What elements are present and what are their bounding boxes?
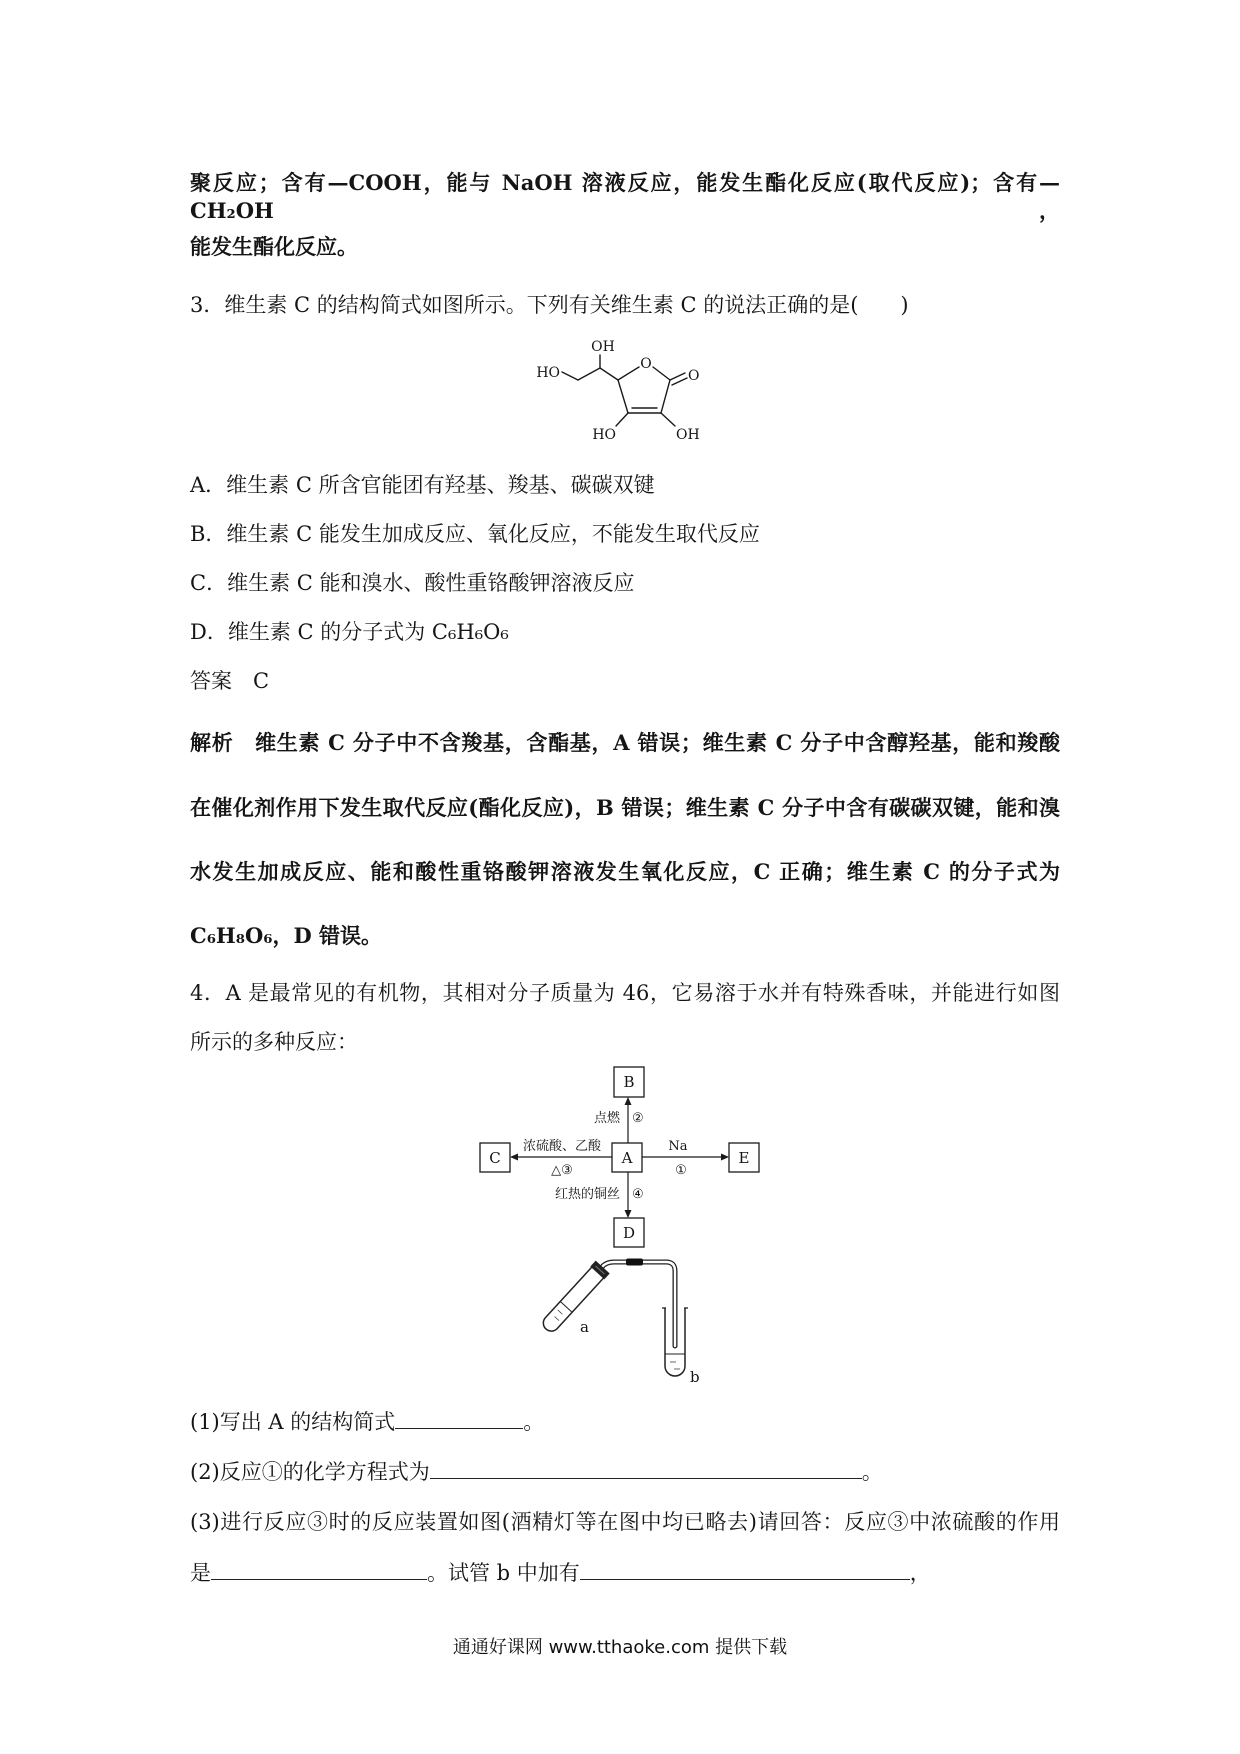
lower-left-hydroxyl-label: HO xyxy=(592,427,616,443)
sub-question-2-text: (2)反应①的化学方程式为 xyxy=(190,1460,430,1484)
continuation-line-2: 能发生酯化反应。 xyxy=(190,234,358,259)
number-a-to-d: ④ xyxy=(632,1187,644,1202)
analysis-line-2: 在催化剂作用下发生取代反应(酯化反应)，B 错误；维生素 C 分子中含有碳碳双键，能和溴 xyxy=(190,795,1060,820)
continuation-line-1: 聚反应；含有—COOH，能与 NaOH 溶液反应，能发生酯化反应(取代反应)；含有—CH₂OH， xyxy=(190,170,1060,223)
sub-question-1-text: (1)写出 A 的结构简式 xyxy=(190,1410,396,1434)
delivery-tube-inner xyxy=(602,1262,675,1346)
test-tube-a-body xyxy=(540,1266,604,1334)
bond xyxy=(670,373,685,380)
bond xyxy=(661,413,675,426)
box-c-label: C xyxy=(489,1149,501,1167)
tube-a-label: a xyxy=(580,1318,589,1336)
arrowhead-d xyxy=(625,1210,632,1218)
analysis-line-3: 水发生加成反应、能和酸性重铬酸钾溶液发生氧化反应，C 正确；维生素 C 的分子式为 xyxy=(190,859,1060,884)
condition-a-to-d: 红热的铜丝 xyxy=(554,1187,620,1202)
vitamin-c-structure xyxy=(520,330,720,450)
bond xyxy=(618,367,639,380)
delivery-tube-outline xyxy=(602,1262,675,1346)
chain-hydroxyl-label: HO xyxy=(536,365,560,381)
top-hydroxyl-label: OH xyxy=(591,339,615,355)
carbonyl-oxygen-label: O xyxy=(688,368,700,384)
option-a: A．维生素 C 所含官能团有羟基、羧基、碳碳双键 xyxy=(190,473,655,497)
answer-blank xyxy=(580,1561,910,1580)
arrowhead-c xyxy=(510,1154,518,1161)
sub-question-3-part-1: 是 xyxy=(190,1561,211,1585)
number-a-to-e: ① xyxy=(675,1163,687,1178)
reaction-diagram xyxy=(470,1060,770,1255)
condition-a-to-b: 点燃 xyxy=(593,1111,620,1126)
tube-b-label: b xyxy=(690,1368,700,1386)
option-b: B．维生素 C 能发生加成反应、氧化反应，不能发生取代反应 xyxy=(190,522,760,546)
bond xyxy=(618,380,628,413)
sub-question-3-line-2 xyxy=(190,1559,1060,1587)
answer-blank xyxy=(430,1460,862,1479)
esterification-apparatus xyxy=(530,1252,705,1387)
answer-blank xyxy=(211,1561,427,1580)
analysis-line-4: C₆H₈O₆，D 错误。 xyxy=(190,923,382,948)
number-a-to-c: △③ xyxy=(551,1163,573,1178)
arrowhead-e xyxy=(721,1154,729,1161)
sub-question-3-line-1: (3)进行反应③时的反应装置如图(酒精灯等在图中均已略去)请回答：反应③中浓硫酸的作用 xyxy=(190,1510,1060,1534)
bond xyxy=(600,368,618,380)
bond xyxy=(562,372,578,380)
sub-question-2-end: 。 xyxy=(861,1460,883,1484)
question-4-stem-line-2: 所示的多种反应： xyxy=(190,1030,358,1054)
sub-question-1 xyxy=(190,1408,1060,1436)
box-e-label: E xyxy=(738,1149,750,1167)
lower-right-hydroxyl-label: OH xyxy=(676,427,700,443)
answer-blank xyxy=(395,1410,523,1429)
sub-question-2 xyxy=(190,1458,1060,1486)
page-footer: 通通好课网 www.tthaoke.com 提供下载 xyxy=(452,1637,788,1658)
bond xyxy=(616,413,628,426)
sub-question-3-part-2: 。试管 b 中加有 xyxy=(427,1561,580,1585)
number-a-to-b: ② xyxy=(632,1111,644,1126)
rubber-connector xyxy=(626,1259,643,1266)
sub-question-3-part-3: ， xyxy=(909,1561,931,1585)
arrowhead-b xyxy=(625,1097,632,1105)
box-d-label: D xyxy=(622,1224,636,1242)
double-bond-inner xyxy=(672,378,687,385)
bond xyxy=(578,368,600,380)
condition-a-to-c: 浓硫酸、乙酸 xyxy=(522,1139,602,1154)
ring-oxygen-label: O xyxy=(640,356,652,372)
sub-question-1-end: 。 xyxy=(523,1410,545,1434)
analysis-line-1: 解析 维生素 C 分子中不含羧基，含酯基，A 错误；维生素 C 分子中含醇羟基，能和羧酸 xyxy=(190,730,1060,755)
question-4-stem-line-1: 4．A 是最常见的有机物，其相对分子质量为 46，它易溶于水并有特殊香味，并能进行如图 xyxy=(190,981,1060,1005)
box-a-label: A xyxy=(621,1149,633,1167)
option-c: C．维生素 C 能和溴水、酸性重铬酸钾溶液反应 xyxy=(190,571,635,595)
option-d: D．维生素 C 的分子式为 C₆H₆O₆ xyxy=(190,620,509,644)
box-b-label: B xyxy=(623,1073,635,1091)
question-3-stem: 3．维生素 C 的结构简式如图所示。下列有关维生素 C 的说法正确的是( ) xyxy=(190,293,909,317)
answer-line: 答案 C xyxy=(190,669,270,693)
bond xyxy=(661,380,670,413)
condition-a-to-e: Na xyxy=(668,1139,688,1154)
test-tube-a xyxy=(539,1261,610,1336)
bond xyxy=(653,367,670,380)
